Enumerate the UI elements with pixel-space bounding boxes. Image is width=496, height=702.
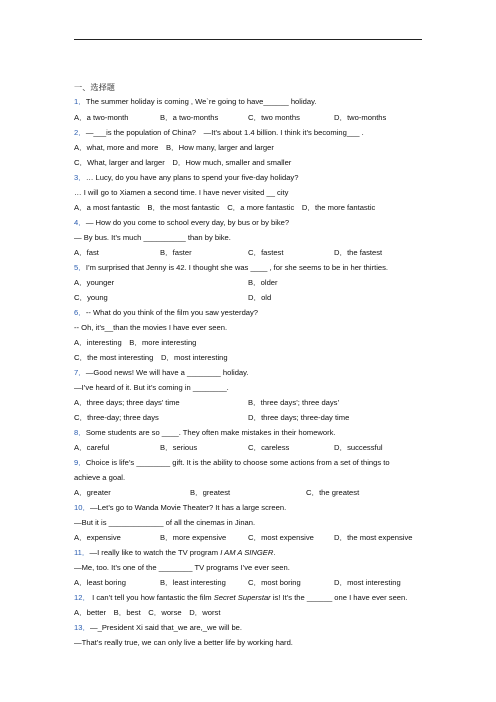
- option-d[interactable]: D．two-months: [334, 113, 387, 122]
- option-a[interactable]: A．expensive: [74, 533, 121, 542]
- option-b[interactable]: B．older: [248, 278, 278, 287]
- option-a[interactable]: A．three days; three days’ time: [74, 398, 180, 407]
- option-a[interactable]: A．careful: [74, 443, 110, 452]
- question-text: -- What do you think of the film you saw yesterday?: [85, 308, 259, 317]
- question-number: 4．: [74, 218, 86, 227]
- question-number: 5．: [74, 263, 86, 272]
- question-6-line2: -- Oh, it’s__than the movies I have ever seen.: [74, 323, 228, 332]
- option-b[interactable]: B．three days’; three days’: [248, 398, 340, 407]
- option-a[interactable]: A．least boring: [74, 578, 126, 587]
- question-13-stem: [74, 624, 242, 632]
- question-13-line2: —That’s really true, we can only live a better life by working hard.: [74, 638, 293, 647]
- question-2-stem: [74, 129, 364, 137]
- question-text: —I really like to watch the TV program: [89, 548, 221, 557]
- question-5-stem: [74, 264, 388, 272]
- option-a[interactable]: A．younger: [74, 278, 115, 287]
- option-b[interactable]: B．greatest: [190, 488, 231, 497]
- question-number: 9．: [74, 458, 86, 467]
- question-12-stem: [74, 594, 407, 602]
- question-number: 8．: [74, 428, 86, 437]
- section-title: 一、选择题: [74, 83, 115, 92]
- option-c[interactable]: C．three-day; three days: [74, 413, 159, 422]
- question-text: —___is the population of China? —It’s about 1.4 billion. I think it’s becoming___ .: [85, 128, 364, 137]
- question-text: I can’t tell you how fantastic the film: [90, 593, 214, 602]
- question-text: Some students are so ____. They often make mistakes in their homework.: [85, 428, 336, 437]
- option-d[interactable]: D．successful: [334, 443, 383, 452]
- question-7-stem: [74, 369, 249, 377]
- question-4-stem: [74, 219, 289, 227]
- program-title: I AM A SINGER: [220, 548, 274, 557]
- question-text: — How do you come to school every day, by bus or by bike?: [85, 218, 290, 227]
- option-a[interactable]: A．a two-month: [74, 113, 129, 122]
- option-d[interactable]: D．old: [248, 293, 272, 302]
- option-b[interactable]: B．faster: [160, 248, 192, 257]
- header-rule: [74, 39, 422, 40]
- question-number: 1．: [74, 97, 86, 106]
- question-text: —Let’s go to Wanda Movie Theater? It has a large screen.: [90, 503, 287, 512]
- options-line[interactable]: A．interesting B．more interesting: [74, 338, 197, 347]
- option-b[interactable]: B．serious: [160, 443, 198, 452]
- question-11-stem: [74, 549, 275, 557]
- question-11-line2: —Me, too. It’s one of the ________ TV programs I’ve ever seen.: [74, 563, 290, 572]
- question-text: I’m surprised that Jenny is 42. I thought she was ____ , for she seems to be in her thirties.: [85, 263, 389, 272]
- option-c[interactable]: C．young: [74, 293, 108, 302]
- question-number: 10．: [74, 503, 91, 512]
- options-line[interactable]: C．What, larger and larger D．How much, smaller and smaller: [74, 158, 292, 167]
- question-number: 3．: [74, 173, 86, 182]
- question-8-stem: [74, 429, 336, 437]
- question-text-end: is! It’s the ______ one I have ever seen.: [270, 593, 408, 602]
- options-line[interactable]: A．a most fantastic B．the most fantastic C．a more fantastic D．the more fantastic: [74, 203, 376, 212]
- question-10-line2: —But it is _____________ of all the cinemas in Jinan.: [74, 518, 256, 527]
- option-d[interactable]: D．most interesting: [334, 578, 401, 587]
- option-c[interactable]: C．the greatest: [306, 488, 360, 497]
- question-number: 13．: [74, 623, 91, 632]
- question-text: —_President Xi said that_we are,_we will be.: [90, 623, 242, 632]
- option-a[interactable]: A．greater: [74, 488, 111, 497]
- question-1-stem: [74, 98, 316, 106]
- option-b[interactable]: B．more expensive: [160, 533, 227, 542]
- question-3-line2: … I will go to Xiamen a second time. I have never visited __ city: [74, 188, 289, 197]
- question-number: 7．: [74, 368, 86, 377]
- option-c[interactable]: C．most boring: [248, 578, 301, 587]
- question-number: 6．: [74, 308, 86, 317]
- option-d[interactable]: D．the fastest: [334, 248, 383, 257]
- question-number: 11．: [74, 548, 90, 557]
- question-10-stem: [74, 504, 286, 512]
- option-c[interactable]: C．most expensive: [248, 533, 314, 542]
- question-number: 2．: [74, 128, 86, 137]
- question-6-stem: [74, 309, 258, 317]
- question-text: The summer holiday is coming , We`re going to have______ holiday.: [85, 97, 317, 106]
- options-line[interactable]: C．the most interesting D．most interesting: [74, 353, 228, 362]
- option-b[interactable]: B．a two-months: [160, 113, 219, 122]
- question-text: Choice is life’s ________ gift. It is the ability to choose some actions from a set of things to: [85, 458, 390, 467]
- option-c[interactable]: C．careless: [248, 443, 290, 452]
- options-line[interactable]: A．better B．best C．worse D．worst: [74, 608, 221, 617]
- options-line[interactable]: A．what, more and more B．How many, larger and larger: [74, 143, 274, 152]
- question-text: —Good news! We will have a ________ holiday.: [85, 368, 249, 377]
- film-title: Secret Superstar: [213, 593, 271, 602]
- option-d[interactable]: D．three days; three-day time: [248, 413, 350, 422]
- question-7-line2: —I’ve heard of it. But it’s coming in ________.: [74, 383, 229, 392]
- option-c[interactable]: C．fastest: [248, 248, 284, 257]
- option-b[interactable]: B．least interesting: [160, 578, 226, 587]
- question-text-end: .: [273, 548, 276, 557]
- question-9-stem: [74, 459, 390, 467]
- question-text: … Lucy, do you have any plans to spend your five-day holiday?: [85, 173, 299, 182]
- question-3-stem: [74, 174, 298, 182]
- option-c[interactable]: C．two months: [248, 113, 300, 122]
- question-9-line2: achieve a goal.: [74, 473, 126, 482]
- question-4-line2: — By bus. It’s much __________ than by bike.: [74, 233, 231, 242]
- option-d[interactable]: D．the most expensive: [334, 533, 413, 542]
- option-a[interactable]: A．fast: [74, 248, 99, 257]
- question-number: 12．: [74, 593, 91, 602]
